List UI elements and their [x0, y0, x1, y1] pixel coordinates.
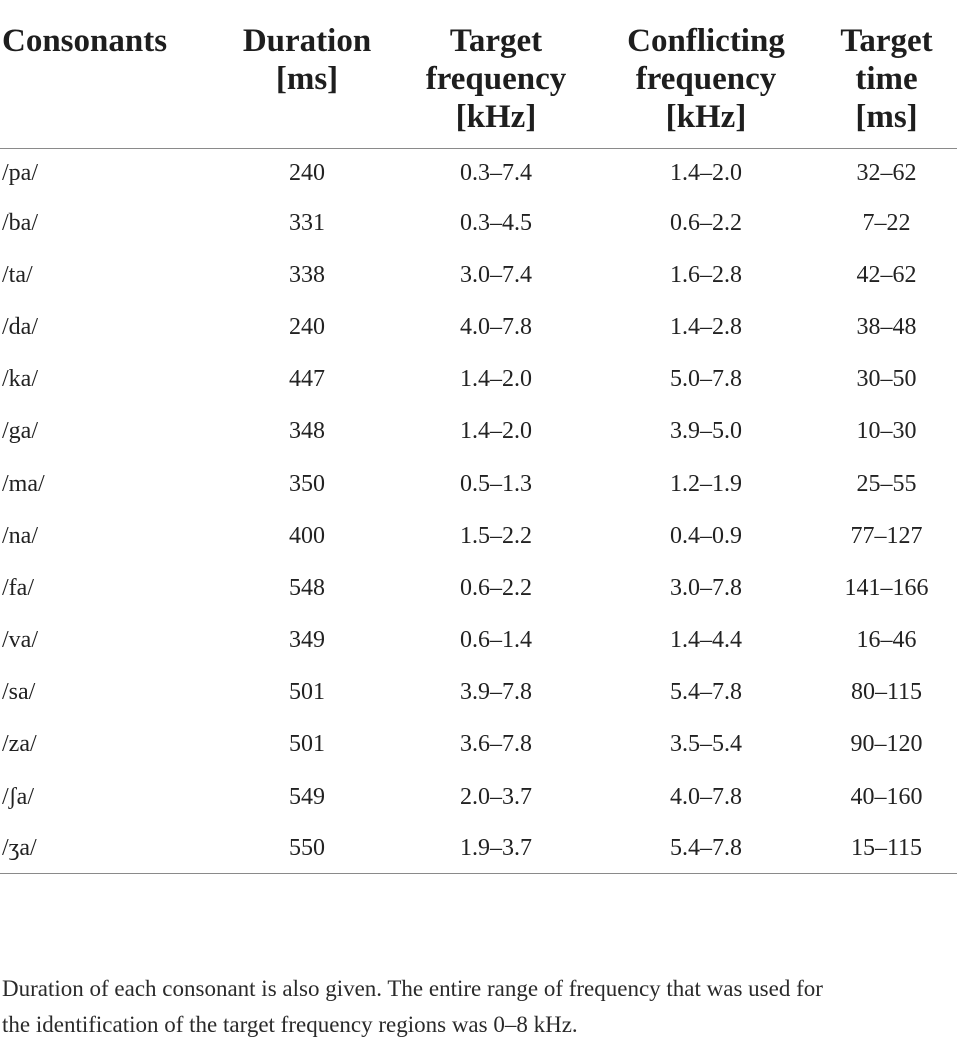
cell-duration: 501 — [289, 679, 325, 706]
cell-conflicting-frequency: 1.2–1.9 — [670, 470, 742, 497]
cell-conflicting-frequency: 1.4–4.4 — [670, 627, 742, 654]
header-consonants — [0, 18, 218, 149]
cell-duration: 349 — [289, 627, 325, 654]
cell-conflicting-frequency: 1.6–2.8 — [670, 261, 742, 288]
cell-target-frequency: 2.0–3.7 — [460, 783, 532, 810]
cell-target-time: 80–115 — [850, 679, 923, 706]
cell-target-time: 90–120 — [850, 731, 923, 758]
cell-target-frequency: 1.4–2.0 — [460, 366, 532, 393]
cell-consonant: /za/ — [2, 731, 37, 758]
cell-target-time: 7–22 — [862, 209, 911, 236]
header-line: frequency — [635, 61, 777, 97]
cell-duration: 549 — [289, 783, 325, 810]
cell-consonant: /va/ — [2, 627, 38, 654]
header-line: frequency — [425, 61, 567, 97]
cell-target-time: 40–160 — [850, 783, 923, 810]
cell-target-frequency: 3.0–7.4 — [460, 261, 532, 288]
cell-target-time: 10–30 — [856, 418, 917, 445]
cell-consonant: /ʃa/ — [2, 783, 34, 810]
header-line: Duration — [242, 23, 372, 59]
cell-target-frequency: 3.6–7.8 — [460, 731, 532, 758]
cell-conflicting-frequency: 1.4–2.8 — [670, 313, 742, 340]
cell-duration: 331 — [289, 209, 325, 236]
cell-target-frequency: 0.5–1.3 — [460, 470, 532, 497]
header-target-frequency — [396, 18, 596, 149]
cell-target-time: 25–55 — [856, 470, 917, 497]
cell-consonant: /pa/ — [2, 159, 38, 186]
consonant-table-container — [0, 18, 957, 874]
footnote-line-1: Duration of each consonant is also given. The entire range of frequency that was used for — [2, 976, 823, 1001]
cell-conflicting-frequency: 0.4–0.9 — [670, 522, 742, 549]
table-row — [0, 406, 957, 458]
cell-consonant: /ka/ — [2, 366, 38, 393]
cell-target-frequency: 4.0–7.8 — [460, 313, 532, 340]
cell-target-frequency: 3.9–7.8 — [460, 679, 532, 706]
cell-target-time: 15–115 — [816, 823, 957, 874]
cell-duration: 501 — [289, 731, 325, 758]
cell-target-time: 30–50 — [856, 366, 917, 393]
header-line: Consonants — [2, 23, 168, 59]
cell-target-time: 16–46 — [856, 627, 917, 654]
cell-conflicting-frequency: 5.4–7.8 — [596, 823, 816, 874]
cell-consonant: /ma/ — [2, 470, 45, 497]
cell-conflicting-frequency: 5.0–7.8 — [670, 366, 742, 393]
cell-consonant: /fa/ — [2, 574, 34, 601]
consonant-table — [0, 18, 957, 874]
cell-conflicting-frequency: 3.0–7.8 — [670, 574, 742, 601]
cell-consonant: /ʒa/ — [0, 823, 218, 874]
cell-target-frequency: 1.9–3.7 — [396, 823, 596, 874]
header-row — [0, 18, 957, 149]
table-row — [0, 823, 957, 874]
table-row — [0, 249, 957, 301]
table-row — [0, 615, 957, 667]
footnote-line-2: the identification of the target frequency regions was 0–8 kHz. — [2, 1012, 578, 1037]
cell-consonant: /sa/ — [2, 679, 36, 706]
header-duration — [218, 18, 396, 149]
header-line: Conflicting — [627, 23, 785, 59]
table-row — [0, 354, 957, 406]
cell-target-time: 141–166 — [844, 574, 929, 601]
header-line: Target — [840, 23, 933, 59]
table-footnote — [2, 971, 957, 1043]
header-line: time — [855, 61, 918, 97]
cell-target-time: 42–62 — [856, 261, 917, 288]
cell-duration: 447 — [289, 366, 325, 393]
cell-duration: 240 — [289, 313, 325, 340]
table-row — [0, 510, 957, 562]
table-header — [0, 18, 957, 149]
cell-consonant: /ta/ — [2, 261, 33, 288]
table-row — [0, 771, 957, 823]
cell-duration: 400 — [289, 522, 325, 549]
cell-duration: 548 — [289, 574, 325, 601]
cell-target-frequency: 1.4–2.0 — [460, 418, 532, 445]
table-row — [0, 719, 957, 771]
header-conflicting-frequency — [596, 18, 816, 149]
cell-duration: 338 — [289, 261, 325, 288]
cell-target-time: 32–62 — [856, 159, 917, 186]
table-row — [0, 197, 957, 249]
cell-conflicting-frequency: 3.5–5.4 — [670, 731, 742, 758]
cell-conflicting-frequency: 0.6–2.2 — [670, 209, 742, 236]
cell-consonant: /na/ — [2, 522, 38, 549]
cell-target-frequency: 0.3–7.4 — [460, 159, 532, 186]
cell-duration: 240 — [289, 159, 325, 186]
cell-consonant: /ba/ — [2, 209, 38, 236]
cell-conflicting-frequency: 1.4–2.0 — [670, 159, 742, 186]
cell-conflicting-frequency: 4.0–7.8 — [670, 783, 742, 810]
cell-target-frequency: 0.3–4.5 — [460, 209, 532, 236]
table-row — [0, 149, 957, 198]
cell-consonant: /da/ — [2, 313, 38, 340]
header-line: [kHz] — [665, 99, 747, 135]
cell-conflicting-frequency: 5.4–7.8 — [670, 679, 742, 706]
cell-target-time: 38–48 — [856, 313, 917, 340]
table-row — [0, 667, 957, 719]
cell-target-frequency: 1.5–2.2 — [460, 522, 532, 549]
cell-target-frequency: 0.6–1.4 — [460, 627, 532, 654]
header-line: [ms] — [855, 99, 918, 135]
table-row — [0, 458, 957, 510]
table-row — [0, 301, 957, 353]
table-body — [0, 149, 957, 874]
cell-duration: 348 — [289, 418, 325, 445]
cell-duration: 350 — [289, 470, 325, 497]
header-line: [ms] — [275, 61, 339, 97]
cell-consonant: /ga/ — [2, 418, 38, 445]
header-line: Target — [449, 23, 543, 59]
header-target-time — [816, 18, 957, 149]
table-row — [0, 562, 957, 614]
cell-target-frequency: 0.6–2.2 — [460, 574, 532, 601]
header-line: [kHz] — [455, 99, 537, 135]
cell-target-time: 77–127 — [850, 522, 923, 549]
cell-duration: 550 — [218, 823, 396, 874]
cell-conflicting-frequency: 3.9–5.0 — [670, 418, 742, 445]
